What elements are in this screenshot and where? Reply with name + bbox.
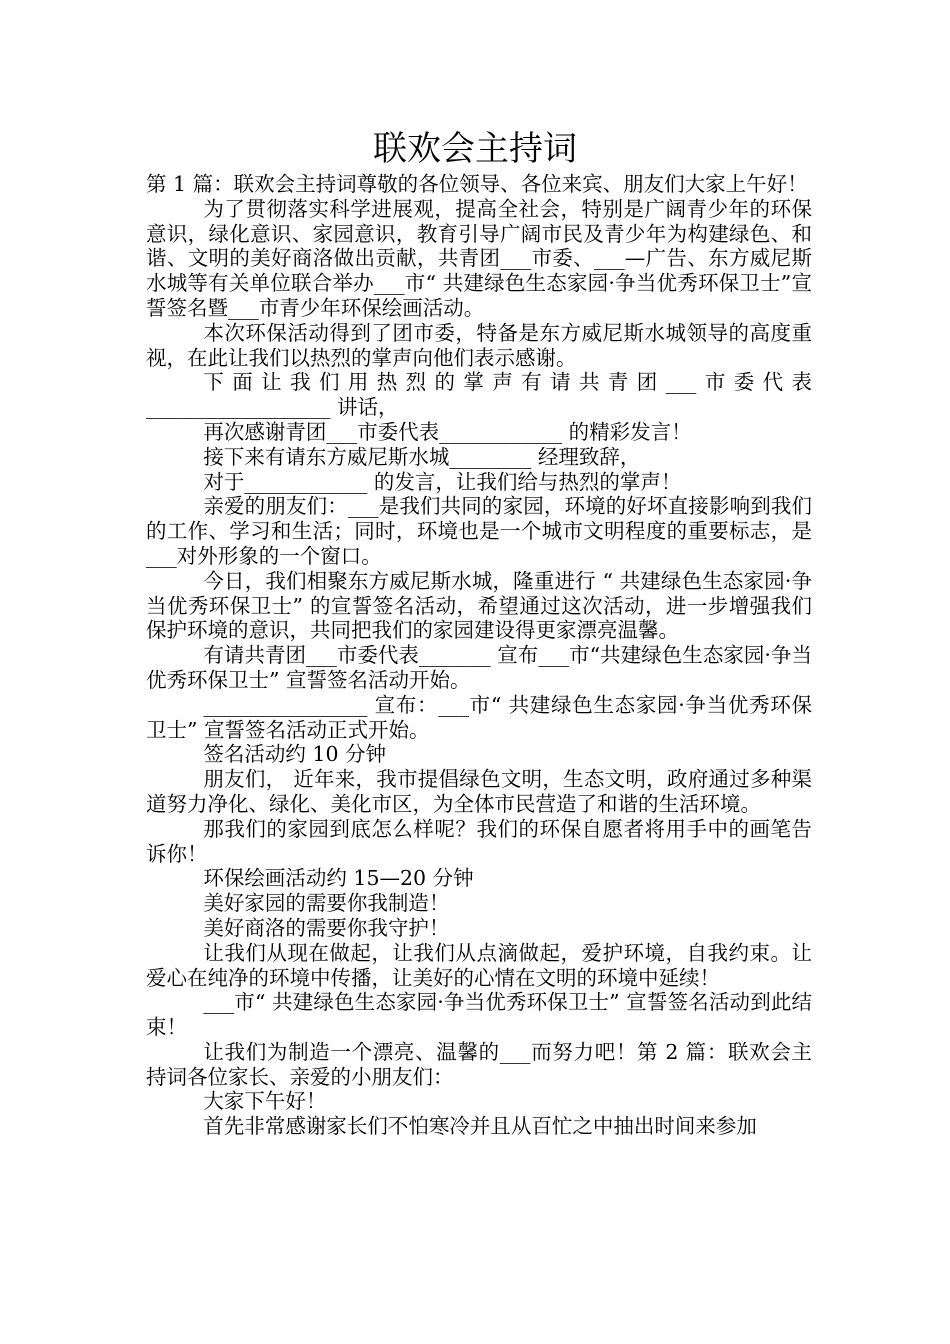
paragraph-11: ________________ 宣布：___市“ 共建绿色生态家园·争当优秀环保卫士” 宣誓签名活动正式开始。 xyxy=(146,692,812,742)
paragraph-4: 下面让我们用热烈的掌声有请共青团___市委代表 __________________ 讲话， xyxy=(146,370,812,420)
paragraph-6: 接下来有请东方威尼斯水城________ 经理致辞， xyxy=(203,444,641,469)
document-body xyxy=(146,172,812,1139)
paragraph-22: 首先非常感谢家长们不怕寒冷并且从百忙之中抽出时间来参加 xyxy=(203,1114,757,1139)
paragraph-8: 亲爱的朋友们：___是我们共同的家园，环境的好坏直接影响到我们的工作、学习和生活；同时，环境也是一个城市文明程度的重要标志，是___对外形象的一个窗口。 xyxy=(146,494,812,568)
paragraph-14: 那我们的家园到底怎么样呢？我们的环保自愿者将用手中的画笔告诉你！ xyxy=(146,816,812,866)
paragraph-20: 让我们为制造一个漂亮、温馨的___而努力吧！第 2 篇：联欢会主持词各位家长、亲爱的小朋友们： xyxy=(146,1039,812,1089)
document-title: 联欢会主持词 xyxy=(373,129,577,169)
paragraph-13: 朋友们， 近年来，我市提倡绿色文明，生态文明，政府通过多种渠道努力净化、绿化、美化市区，为全体市民营造了和谐的生活环境。 xyxy=(146,767,812,816)
paragraph-15: 环保绘画活动约 15—20 分钟 xyxy=(203,866,474,891)
paragraph-18: 让我们从现在做起，让我们从点滴做起，爱护环境，自我约束。让爱心在纯净的环境中传播，让美好的心情在文明的环境中延续！ xyxy=(146,940,812,990)
paragraph-21: 大家下午好！ xyxy=(203,1089,327,1114)
paragraph-7: 对于____________ 的发言，让我们给与热烈的掌声！ xyxy=(203,469,682,494)
paragraph-16: 美好家园的需要你我制造！ xyxy=(203,891,450,916)
paragraph-19: ___市“ 共建绿色生态家园·争当优秀环保卫士” 宣誓签名活动到此结束！ xyxy=(146,990,812,1040)
paragraph-1: 第 1 篇：联欢会主持词尊敬的各位领导、各位来宾、朋友们大家上午好！ xyxy=(146,172,808,196)
paragraph-12: 签名活动约 10 分钟 xyxy=(203,742,387,767)
paragraph-3: 本次环保活动得到了团市委，特备是东方威尼斯水城领导的高度重视，在此让我们以热烈的掌声向他们表示感谢。 xyxy=(146,320,812,370)
paragraph-2: 为了贯彻落实科学进展观，提高全社会，特别是广阔青少年的环保意识，绿化意识、家园意识，教育引导广阔市民及青少年为构建绿色、和谐、文明的美好商洛做出贡献，共青团___市委、___—广告、东方威尼斯水城等有关单位联合举办___市“ 共建绿色生态家园·争当优秀环保卫士”宣誓签名暨___市青少年环保绘画活动。 xyxy=(146,196,812,320)
paragraph-5: 再次感谢青团___市委代表____________ 的精彩发言！ xyxy=(203,419,692,444)
paragraph-9: 今日，我们相聚东方威尼斯水城，隆重进行 “ 共建绿色生态家园·争当优秀环保卫士” 的宣誓签名活动，希望通过这次活动，进一步增强我们保护环境的意识，共同把我们的家园建设得更家漂亮温馨。 xyxy=(146,568,812,643)
paragraph-10: 有请共青团___市委代表_______ 宣布___市“共建绿色生态家园·争当优秀环保卫士” 宣誓签名活动开始。 xyxy=(146,643,812,692)
paragraph-17: 美好商洛的需要你我守护！ xyxy=(203,915,450,940)
